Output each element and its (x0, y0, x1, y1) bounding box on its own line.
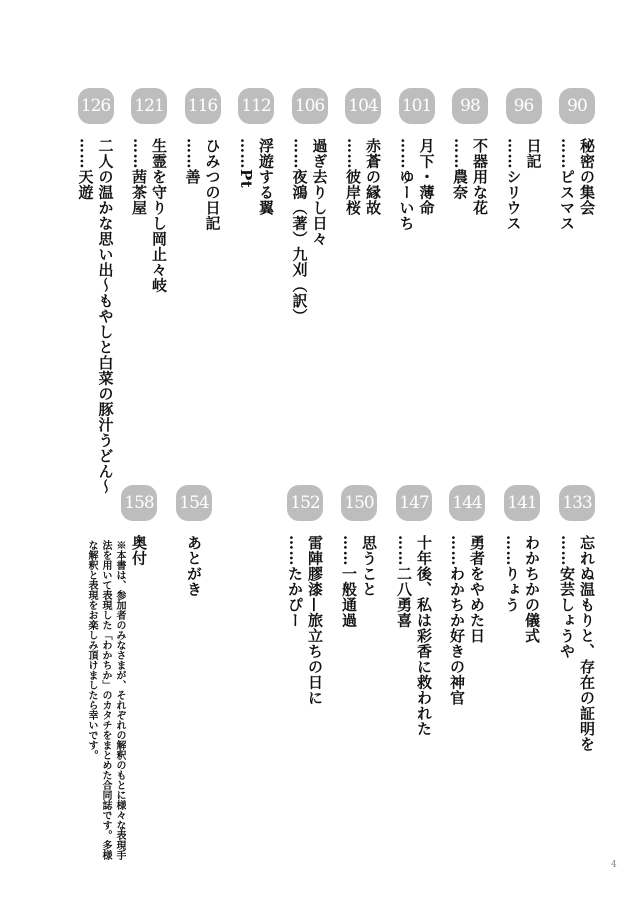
entry-title: あとがき (185, 535, 203, 597)
toc-entry (176, 485, 212, 597)
toc-entry (396, 485, 432, 737)
toc-entry (559, 88, 595, 231)
entry-author: ……二八勇喜 (395, 535, 413, 628)
page-number-badge: 98 (452, 88, 488, 124)
toc-entry (238, 88, 274, 216)
entry-title: 忘れぬ温もりと、存在の証明を (578, 535, 596, 752)
entry-author: ……安芸しょうや (558, 535, 576, 659)
entry-author: ……わかちか好きの神官 (448, 535, 466, 706)
entry-title: 勇者をやめた日 (468, 535, 486, 644)
page-number-badge: 158 (121, 485, 157, 521)
toc-entry (341, 485, 377, 628)
entry-title: ひみつの日記 (203, 138, 222, 231)
toc-entry (452, 88, 488, 216)
toc-entry (449, 485, 485, 706)
entry-author: ……天遊 (76, 138, 95, 200)
entry-author: ……りょう (503, 535, 521, 613)
toc-entry (131, 88, 167, 293)
page-number-badge: 104 (345, 88, 381, 124)
entry-title: 日記 (524, 138, 543, 169)
page-number-badge: 106 (292, 88, 328, 124)
page-number-badge: 116 (185, 88, 221, 124)
toc-entry (78, 88, 114, 495)
entry-title: 不器用な花 (471, 138, 489, 216)
entry-author: ……Pt (237, 138, 255, 189)
page-number-badge: 154 (176, 485, 212, 521)
entry-title: 思うこと (360, 535, 378, 597)
page-number-badge: 133 (559, 485, 595, 521)
page-number-badge: 90 (559, 88, 595, 124)
page-number-badge: 101 (399, 88, 435, 124)
entry-author: ……一般通過 (340, 535, 358, 628)
entry-title: 浮遊する翼 (257, 138, 275, 216)
entry-title: 過ぎ去りし日々 (310, 138, 329, 247)
entry-title: わかちかの儀式 (523, 535, 541, 644)
entry-title: 十年後、私は彩香に救われた (415, 535, 433, 737)
toc-entry (399, 88, 435, 231)
entry-author: ……農奈 (451, 138, 469, 200)
entry-author: ……たかぴー (286, 535, 304, 628)
page-number-badge: 112 (238, 88, 274, 124)
page-number-badge: 121 (131, 88, 167, 124)
toc-entry (185, 88, 221, 231)
entry-title: 二人の温かな思い出〜もやしと白菜の豚汁うどん〜 (96, 138, 115, 495)
page-number-badge: 150 (341, 485, 377, 521)
entry-author: ……茜茶屋 (130, 138, 148, 216)
entry-title: 雷陣膠漆—旅立ちの日に (306, 535, 324, 706)
page-number-badge: 126 (78, 88, 114, 124)
page-number-badge: 144 (449, 485, 485, 521)
toc-entry (292, 88, 328, 324)
entry-title: 秘密の集会 (578, 138, 596, 216)
page-number-badge: 141 (504, 485, 540, 521)
entry-author: ……ピスマス (558, 138, 576, 231)
page-number-badge: 147 (396, 485, 432, 521)
entry-author: ……彼岸桜 (344, 138, 362, 216)
entry-author: ……ゆーいち (397, 138, 416, 231)
entry-author: ……夜鴻（著）九刈（訳） (290, 138, 309, 324)
toc-entry (504, 485, 540, 644)
page-number-badge: 96 (506, 88, 542, 124)
page-number-badge: 152 (287, 485, 323, 521)
entry-title: 赤蒼の縁故 (364, 138, 382, 216)
entry-title: 奥付 (130, 535, 148, 566)
toc-entry (559, 485, 595, 752)
entry-author: ……シリウス (504, 138, 523, 231)
page-number: 4 (611, 860, 617, 870)
entry-title: 月下・薄命 (417, 138, 436, 216)
entry-title: 生霊を守りし岡止々岐 (150, 138, 168, 293)
toc-entry (506, 88, 542, 231)
toc-entry (287, 485, 323, 706)
toc-entry (345, 88, 381, 216)
entry-author: ……善 (183, 138, 202, 185)
toc-entry (121, 485, 157, 566)
editorial-note: ※本書は、参加者のみなさまが、それぞれの解釈のもとに様々な表現手法を用いて表現した「わかちか」のカタチをまとめた合同誌です。多様な解釈と表現をお楽しみ頂けましたら幸いです。 (86, 540, 125, 860)
